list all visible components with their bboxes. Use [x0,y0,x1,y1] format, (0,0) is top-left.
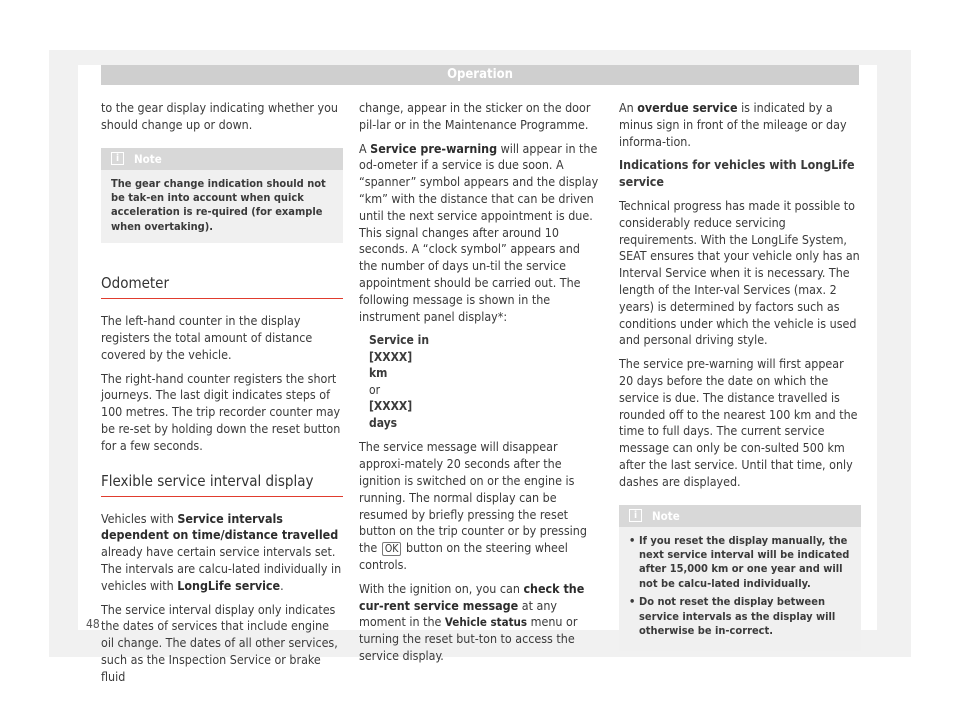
check-service-paragraph: With the ignition on, you can check the cur-rent service message at any moment in the Vehicle status menu or turning the reset but-ton to access the service display. [359,580,585,663]
display-line: Service in [369,333,430,348]
display-line: [XXXX] [369,399,413,414]
column-1 [101,100,343,693]
odometer-paragraph-2: The right-hand counter registers the short journeys. The last digit indicates steps of 100 metres. The trip recorder counter may be re-set by holding down the reset button for a few seconds. [101,370,341,453]
note-list [629,534,851,639]
prewarning-paragraph: The service pre-warning will first appear 20 days before the date on which the service is due. The distance travelled is rounded off to the nearest 100 km and the time to full days. The current service message can only be con-sulted 500 km after the last service. Until that time, only dashes are displayed. [619,356,858,489]
display-line: or [369,382,381,397]
note-label: Note [134,151,162,166]
flexible-paragraph-2: The service interval display only indicates the dates of services that include engine oil change. The dates of all other services, such as the Inspection Service or brake fluid [101,601,338,684]
odometer-paragraph-1: The left-hand counter in the display registers the total amount of distance covered by the vehicle. [101,313,313,362]
display-line: [XXXX] [369,349,413,364]
note-body [619,527,861,652]
note-item: • If you reset the display manually, the next service interval will be indicated after 15,000 km or one year and will not be calcu-lated individually. [629,534,851,592]
service-message-paragraph: The service message will disappear approxi-mately 20 seconds after the ignition is switched on or the engine is running. The normal display can be resumed by briefly pressing the reset button on the trip counter or by pressing the OK button on the steering wheel controls. [359,439,587,572]
column-2 [359,100,601,672]
note-box [101,148,343,244]
display-line: km [369,366,388,381]
longlife-paragraph: Technical progress has made it possible to considerably reduce servicing requirements. With the LongLife System, SEAT ensures that your vehicle only has an Interval Service when it is necessary. The length of the Inter-val Services (max. 2 years) is determined by factors such as conditions under which the vehicle is used and personal driving style. [619,197,860,348]
display-message [369,332,601,431]
info-icon: i [629,509,642,522]
ok-button-symbol: OK [382,542,402,556]
note-text: The gear change indication should not be tak-en into account when quick acceleration is re-quired (for example when overtaking). [111,176,326,233]
flexible-paragraph-1: Vehicles with Service intervals dependent on time/distance travelled already have certain service intervals set. The intervals are calcu-lated individually in vehicles with LongLife service. [101,510,342,593]
page-number: 48 [86,617,100,631]
page-header: Operation [101,65,859,85]
service-prewarning-paragraph: A Service pre-warning will appear in the od-ometer if a service is due soon. A “spanner” symbol appears and the display “km” with the distance that can be driven until the next service appointment is due. This signal changes after around 10 seconds. A “clock symbol” appears and the number of days un-til the service appointment should be carried out. The following message is shown in the instrument panel display*: [359,140,599,324]
note-item: • Do not reset the display between service intervals as the display will otherwise be in-correct. [629,595,851,638]
flexible-service-title: Flexible service interval display [101,471,343,497]
overdue-paragraph: An overdue service is indicated by a minus sign in front of the mileage or day informa-tion. [619,100,847,149]
longlife-subheading: Indications for vehicles with LongLife service [619,157,855,190]
column-3 [619,100,861,681]
note-label: Note [652,508,680,523]
info-icon: i [111,152,124,165]
note-header [101,148,343,170]
col2-paragraph-1: change, appear in the sticker on the door pil-lar or in the Maintenance Programme. [359,100,591,132]
display-line: days [369,415,398,430]
note-header [619,505,861,527]
intro-paragraph: to the gear display indicating whether you should change up or down. [101,100,338,132]
note-box [619,505,861,652]
odometer-title: Odometer [101,273,343,299]
